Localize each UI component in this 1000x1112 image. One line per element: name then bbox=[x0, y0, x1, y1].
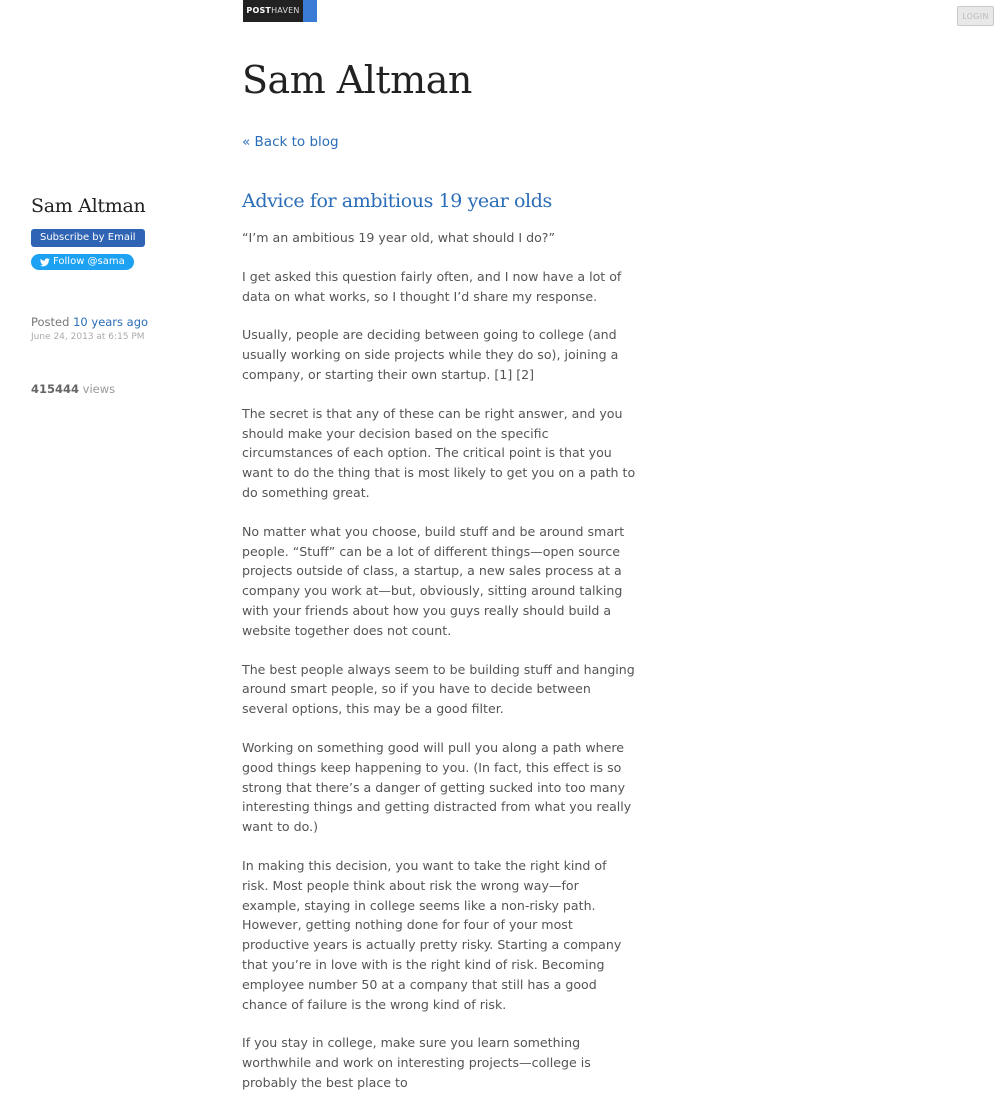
post-paragraph: No matter what you choose, build stuff and be around smart people. “Stuff” can be a lot of different things—open source projects outside of class, a startup, a new sales process at a company you work at—but, obviously, sitting around talking with your friends about how you guys really should build a website together does not count. bbox=[242, 523, 625, 638]
twitter-follow-label: Follow @sama bbox=[53, 256, 125, 267]
twitter-follow-button[interactable] bbox=[31, 254, 134, 270]
back-to-blog-link[interactable]: « Back to blog bbox=[242, 134, 339, 150]
posted-prefix: Posted bbox=[31, 315, 70, 329]
sidebar bbox=[31, 195, 211, 396]
view-count-number: 415444 bbox=[31, 382, 80, 396]
posthaven-logo bbox=[243, 0, 303, 22]
post-paragraph: In making this decision, you want to take the right kind of risk. Most people think about risk the wrong way—for example, staying in college seems like a non-risky path. However, getting nothing done for four of your most productive years is actually pretty risky. Starting a company that you’re in love with is the right kind of risk. Becoming employee number 50 at a company that still has a good chance of failure is the wrong kind of risk. bbox=[242, 857, 622, 1012]
posted-relative-link[interactable]: 10 years ago bbox=[73, 315, 149, 329]
posthaven-logo-accent bbox=[303, 0, 317, 22]
post-paragraph: If you stay in college, make sure you learn something worthwhile and work on interesting projects—college is probably the best place to bbox=[242, 1035, 591, 1090]
post-paragraph: Usually, people are deciding between going to college (and usually working on side projects while they do so), joining a company, or starting their own startup. [1] [2] bbox=[242, 327, 619, 382]
site-title[interactable]: Sam Altman bbox=[242, 58, 472, 102]
post-paragraph: “I’m an ambitious 19 year old, what should I do?” bbox=[242, 230, 556, 245]
post-paragraph: The best people always seem to be building stuff and hanging around smart people, so if you have to decide between several options, this may be a good filter. bbox=[242, 661, 635, 717]
posthaven-badge[interactable] bbox=[243, 0, 317, 22]
twitter-bird-icon bbox=[40, 258, 50, 267]
post-title[interactable]: Advice for ambitious 19 year olds bbox=[242, 190, 552, 212]
post-paragraph: Working on something good will pull you along a path where good things keep happening to you. (In fact, this effect is so strong that there’s a danger of getting sucked into too many interesting things and getting distracted from what you really want to do.) bbox=[242, 739, 632, 835]
subscribe-by-email-button[interactable]: Subscribe by Email bbox=[31, 229, 145, 247]
view-count bbox=[31, 382, 211, 396]
post-paragraph: I get asked this question fairly often, and I now have a lot of data on what works, so I thought I’d share my response. bbox=[242, 268, 622, 304]
posthaven-logo-light: HAVEN bbox=[271, 6, 300, 15]
post-article bbox=[242, 190, 637, 1112]
sidebar-author-name[interactable]: Sam Altman bbox=[31, 195, 146, 217]
view-count-label: views bbox=[82, 382, 116, 396]
login-button[interactable]: LOGIN bbox=[957, 6, 994, 26]
post-paragraph: The secret is that any of these can be right answer, and you should make your decision based on the specific circumstances of each option. The critical point is that you want to do the thing that is most likely to get you on a path to do something great. bbox=[242, 405, 636, 500]
posted-date: June 24, 2013 at 6:15 PM bbox=[31, 332, 145, 342]
posthaven-logo-bold: POST bbox=[246, 6, 272, 15]
posted-info bbox=[31, 315, 211, 329]
